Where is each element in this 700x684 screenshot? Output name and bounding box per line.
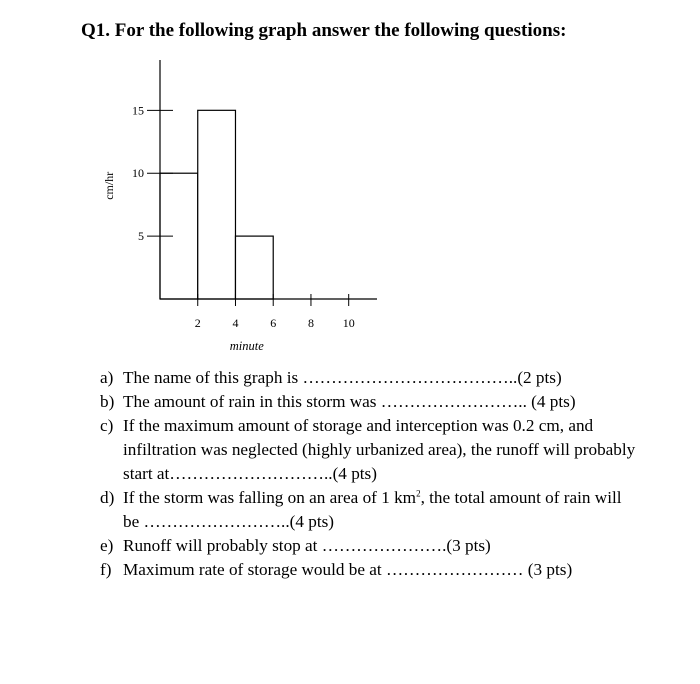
question-d-superscript: 2 <box>416 488 421 499</box>
y-axis-label: cm/hr <box>102 171 116 200</box>
question-c <box>100 414 640 486</box>
question-a-label: a) <box>100 368 114 387</box>
question-c-label: c) <box>100 416 114 435</box>
x-axis-label: minute <box>229 339 264 353</box>
x-tick-label-4: 4 <box>232 316 239 330</box>
x-tick-label-2: 2 <box>194 316 201 330</box>
question-d-text-after: , the total amount of rain will be ……………………..(4 pts) <box>123 488 622 531</box>
question-a <box>100 366 640 390</box>
bar-1 <box>198 110 236 299</box>
question-d-text-before: If the storm was falling on an area of 1 km <box>123 488 417 507</box>
question-d-label: d) <box>100 488 115 507</box>
y-tick-label-5: 5 <box>138 229 144 244</box>
y-tick-label-10: 10 <box>132 166 144 181</box>
x-tick-label-8: 8 <box>307 316 314 330</box>
question-e-label: e) <box>100 536 114 555</box>
question-b-text: The amount of rain in this storm was …………………….. (4 pts) <box>123 392 576 411</box>
rainfall-hyetograph-chart <box>100 55 400 355</box>
question-d-text <box>123 486 640 534</box>
question-f <box>100 558 640 582</box>
question-list <box>100 366 640 582</box>
question-e-text: Runoff will probably stop at ………………….(3 pts) <box>123 536 491 555</box>
question-c-text: If the maximum amount of storage and interception was 0.2 cm, and infiltration was neglected (highly urbanized area), the runoff will probably start at………………………..(4 pts) <box>123 416 636 483</box>
y-tick-label-15: 15 <box>132 103 144 118</box>
x-tick-label-10: 10 <box>342 316 355 330</box>
bar-2 <box>235 236 273 299</box>
question-title: Q1. For the following graph answer the following questions: <box>81 20 567 41</box>
question-b <box>100 390 640 414</box>
question-a-text: The name of this graph is ………………………………..(2 pts) <box>123 368 562 387</box>
question-f-text: Maximum rate of storage would be at …………………… (3 pts) <box>123 560 573 579</box>
question-d <box>100 486 640 534</box>
question-f-label: f) <box>100 560 112 579</box>
x-tick-label-6: 6 <box>270 316 277 330</box>
question-e <box>100 534 640 558</box>
question-b-label: b) <box>100 392 115 411</box>
